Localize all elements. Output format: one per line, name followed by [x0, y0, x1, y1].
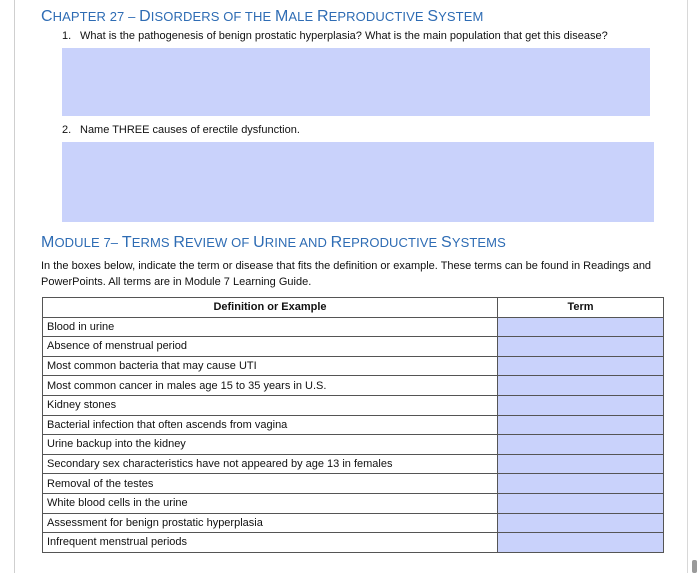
module-heading-part: EVIEW OF [185, 235, 254, 250]
chapter-heading-part: S [427, 8, 439, 25]
definition-cell: Blood in urine [43, 317, 498, 337]
definition-cell: Assessment for benign prostatic hyperplasia [43, 513, 498, 533]
term-input-cell[interactable] [498, 337, 664, 357]
question-1 [62, 30, 608, 42]
chapter-heading-part: M [274, 8, 289, 25]
term-input-cell[interactable] [498, 513, 664, 533]
definition-column-header: Definition or Example [43, 298, 498, 318]
term-input-cell[interactable] [498, 493, 664, 513]
question-number: 2. [62, 124, 72, 136]
module-heading-part: ODULE 7– [54, 235, 122, 250]
table-row [43, 395, 664, 415]
definition-cell: Secondary sex characteristics have not appeared by age 13 in females [43, 454, 498, 474]
table-row [43, 474, 664, 494]
instructions-text: In the boxes below, indicate the term or disease that fits the definition or example. These terms can be found in Readings and PowerPoints. All terms are in Module 7 Learning Guide. [41, 260, 652, 288]
page-edge-right [687, 0, 688, 573]
chapter-heading-part: ALE [288, 9, 317, 24]
table-row [43, 337, 664, 357]
table-row [43, 454, 664, 474]
answer-field-1[interactable] [62, 48, 650, 116]
module-heading-part: M [41, 234, 55, 251]
term-input-cell[interactable] [498, 474, 664, 494]
question-text: What is the pathogenesis of benign prostatic hyperplasia? What is the main population that get this disease? [80, 30, 608, 42]
term-input-cell[interactable] [498, 317, 664, 337]
module-heading-part: U [253, 234, 265, 251]
table-header-row [43, 298, 664, 318]
definition-cell: Most common bacteria that may cause UTI [43, 356, 498, 376]
chapter-heading-part: EPRODUCTIVE [328, 9, 428, 24]
table-row [43, 415, 664, 435]
module-heading-part: EPRODUCTIVE [342, 235, 442, 250]
scrollbar-thumb[interactable] [692, 560, 697, 573]
definition-cell: Removal of the testes [43, 474, 498, 494]
table-row [43, 376, 664, 396]
module-heading-part: T [121, 234, 132, 251]
terms-table [42, 297, 664, 553]
module-heading-part: YSTEMS [451, 235, 506, 250]
term-input-cell[interactable] [498, 533, 664, 553]
chapter-heading-part: HAPTER 27 – [52, 9, 140, 24]
term-input-cell[interactable] [498, 356, 664, 376]
module-heading [41, 234, 506, 252]
module-heading-part: S [441, 234, 452, 251]
module-heading-part: R [173, 234, 186, 251]
term-input-cell[interactable] [498, 395, 664, 415]
definition-cell: Kidney stones [43, 395, 498, 415]
page-edge-left [14, 0, 15, 573]
definition-cell: Most common cancer in males age 15 to 35 years in U.S. [43, 376, 498, 396]
table-row [43, 356, 664, 376]
chapter-heading-part: D [139, 8, 151, 25]
chapter-heading-part: C [41, 8, 53, 25]
chapter-heading-part: R [316, 8, 329, 25]
definition-cell: Infrequent menstrual periods [43, 533, 498, 553]
table-row [43, 533, 664, 553]
question-text: Name THREE causes of erectile dysfunction. [80, 124, 300, 136]
chapter-heading [41, 8, 483, 26]
chapter-heading-part: YSTEM [438, 9, 484, 24]
table-row [43, 435, 664, 455]
table-row [43, 493, 664, 513]
term-input-cell[interactable] [498, 415, 664, 435]
definition-cell: Absence of menstrual period [43, 337, 498, 357]
term-input-cell[interactable] [498, 376, 664, 396]
definition-cell: Urine backup into the kidney [43, 435, 498, 455]
term-input-cell[interactable] [498, 454, 664, 474]
module-heading-part: ERMS [131, 235, 174, 250]
chapter-heading-part: ISORDERS OF THE [150, 9, 275, 24]
question-2 [62, 124, 300, 136]
term-column-header: Term [498, 298, 664, 318]
answer-field-2[interactable] [62, 142, 654, 222]
definition-cell: White blood cells in the urine [43, 493, 498, 513]
table-row [43, 317, 664, 337]
module-heading-part: R [330, 234, 343, 251]
term-input-cell[interactable] [498, 435, 664, 455]
question-number: 1. [62, 30, 72, 42]
definition-cell: Bacterial infection that often ascends from vagina [43, 415, 498, 435]
table-row [43, 513, 664, 533]
module-heading-part: RINE AND [264, 235, 331, 250]
